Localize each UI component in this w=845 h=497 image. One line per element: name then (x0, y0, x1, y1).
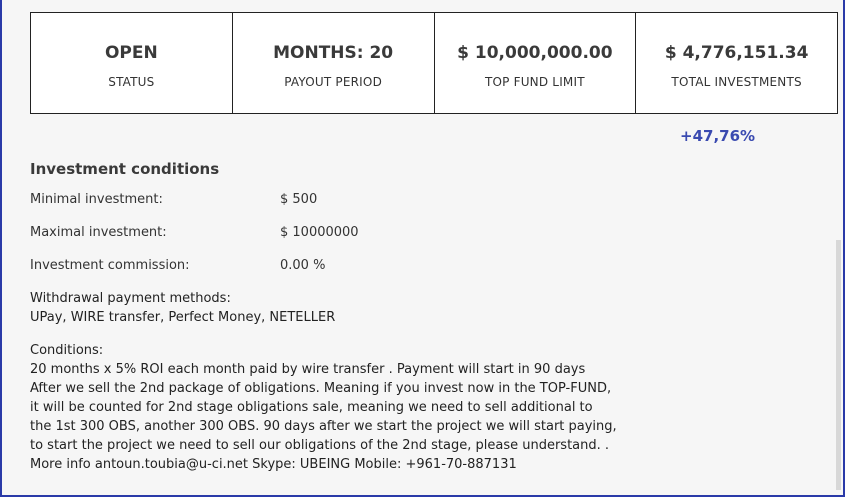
conditions-line: More info antoun.toubia@u-ci.net Skype: UBEING Mobile: +961-70-887131 (30, 457, 517, 472)
maximal-investment-label: Maximal investment: (30, 225, 167, 240)
minimal-investment-value: $ 500 (280, 192, 318, 207)
conditions-line: to start the project we need to sell our obligations of the 2nd stage, please understand. . (30, 438, 610, 453)
investment-commission-label: Investment commission: (30, 258, 190, 273)
section-title: Investment conditions (30, 160, 220, 178)
stat-value: $ 4,776,151.34 (664, 43, 809, 63)
stat-payout-period (233, 13, 435, 113)
conditions-text (30, 341, 617, 474)
investment-commission-value: 0.00 % (280, 258, 326, 273)
maximal-investment-value: $ 10000000 (280, 225, 359, 240)
conditions-line: the 1st 300 OBS, another 300 OBS. 90 days after we start the project we will start paying, (30, 419, 617, 434)
stat-value: OPEN (104, 43, 158, 63)
withdrawal-methods-label: Withdrawal payment methods: (30, 291, 231, 306)
conditions-line: After we sell the 2nd package of obligations. Meaning if you invest now in the TOP-FUND, (30, 381, 612, 396)
withdrawal-methods (30, 289, 335, 327)
stat-value: MONTHS: 20 (273, 43, 394, 63)
stat-total-investments (636, 13, 837, 113)
stat-value: $ 10,000,000.00 (457, 43, 613, 63)
scrollbar[interactable] (836, 240, 841, 490)
stat-label: TOP FUND LIMIT (484, 75, 585, 89)
conditions-label: Conditions: (30, 343, 104, 358)
stat-label: STATUS (108, 75, 155, 89)
stat-status (31, 13, 233, 113)
minimal-investment-label: Minimal investment: (30, 192, 163, 207)
fund-stats-table (30, 12, 838, 114)
growth-percentage: +47,76% (680, 127, 756, 145)
conditions-line: 20 months x 5% ROI each month paid by wire transfer . Payment will start in 90 days (30, 362, 586, 377)
stat-top-fund-limit (435, 13, 637, 113)
withdrawal-methods-value: UPay, WIRE transfer, Perfect Money, NETELLER (30, 310, 336, 325)
stat-label: TOTAL INVESTMENTS (671, 75, 802, 89)
stat-label: PAYOUT PERIOD (284, 75, 383, 89)
conditions-line: it will be counted for 2nd stage obligations sale, meaning we need to sell additional to (30, 400, 593, 415)
